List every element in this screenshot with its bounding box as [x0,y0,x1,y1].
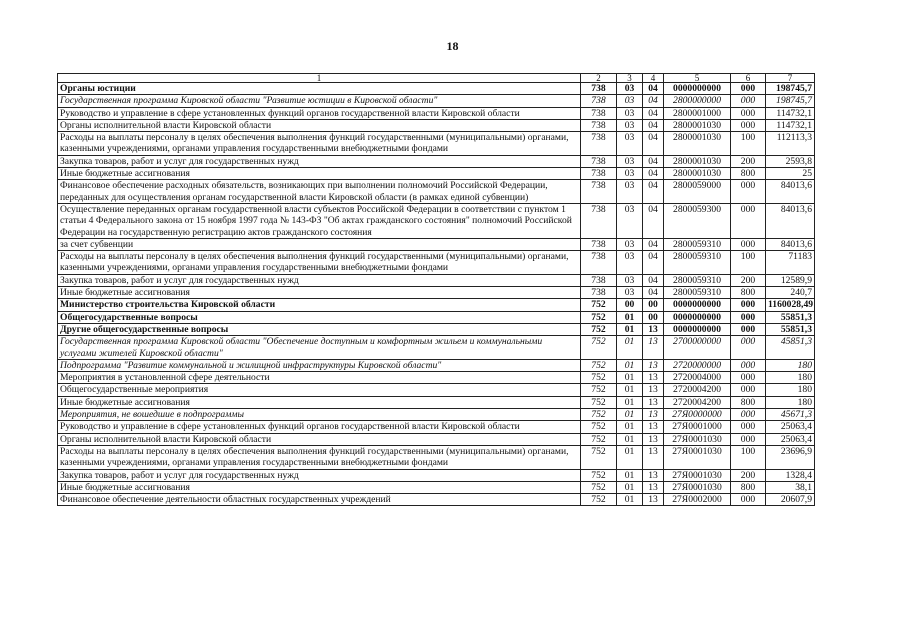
amount: 1328,4 [766,469,815,481]
amount: 114732,1 [766,119,815,131]
amount: 180 [766,372,815,384]
row-name: Руководство и управление в сфере установленных функций органов государственной власти Кировской области [58,107,581,119]
section-code: 03 [617,95,643,107]
target-article-code: 2720004200 [664,384,731,396]
ministry-code: 738 [581,155,617,167]
amount: 45671,3 [766,409,815,421]
column-number: 6 [731,74,766,83]
row-name: Расходы на выплаты персоналу в целях обеспечения выполнения функций государственными (муниципальными) органами, казенными учреждениями, органами управления государственными внебюджетными фондами [58,251,581,275]
column-number: 1 [58,74,581,83]
table-row [58,299,815,311]
row-name: Органы исполнительной власти Кировской области [58,119,581,131]
amount: 55851,3 [766,311,815,323]
subsection-code: 04 [643,132,664,156]
target-article-code: 2800059310 [664,251,731,275]
target-article-code: 27Я0000000 [664,409,731,421]
target-article-code: 2800001030 [664,155,731,167]
subsection-code: 13 [643,396,664,408]
ministry-code: 738 [581,95,617,107]
target-article-code: 2800000000 [664,95,731,107]
subsection-code: 13 [643,409,664,421]
amount: 180 [766,359,815,371]
subsection-code: 04 [643,251,664,275]
expense-type-code: 000 [731,494,766,506]
amount: 84013,6 [766,203,815,238]
section-code: 03 [617,83,643,95]
ministry-code: 738 [581,83,617,95]
table-row [58,445,815,469]
subsection-code: 04 [643,287,664,299]
target-article-code: 2720000000 [664,359,731,371]
row-name: Органы юстиции [58,83,581,95]
row-name: Другие общегосударственные вопросы [58,323,581,335]
subsection-code: 04 [643,83,664,95]
target-article-code: 2800001030 [664,132,731,156]
expense-type-code: 000 [731,180,766,204]
subsection-code: 13 [643,372,664,384]
row-name: Общегосударственные мероприятия [58,384,581,396]
subsection-code: 00 [643,299,664,311]
subsection-code: 13 [643,433,664,445]
subsection-code: 13 [643,421,664,433]
table-row [58,336,815,360]
amount: 25063,4 [766,433,815,445]
ministry-code: 752 [581,359,617,371]
amount: 198745,7 [766,83,815,95]
subsection-code: 04 [643,274,664,286]
section-code: 01 [617,481,643,493]
row-name: Закупка товаров, работ и услуг для государственных нужд [58,469,581,481]
subsection-code: 13 [643,384,664,396]
section-code: 01 [617,372,643,384]
ministry-code: 738 [581,119,617,131]
section-code: 03 [617,287,643,299]
row-name: Государственная программа Кировской области "Развитие юстиции в Кировской области" [58,95,581,107]
subsection-code: 04 [643,155,664,167]
target-article-code: 2800059310 [664,238,731,250]
row-name: Государственная программа Кировской области "Обеспечение доступным и комфортным жильем и коммунальными услугами жителей Кировской области" [58,336,581,360]
expense-type-code: 000 [731,311,766,323]
table-row [58,311,815,323]
row-name: Руководство и управление в сфере установленных функций органов государственной власти Кировской области [58,421,581,433]
table-row [58,119,815,131]
table-row [58,323,815,335]
subsection-code: 00 [643,311,664,323]
amount: 1160028,49 [766,299,815,311]
ministry-code: 752 [581,372,617,384]
row-name: Закупка товаров, работ и услуг для государственных нужд [58,155,581,167]
target-article-code: 0000000000 [664,323,731,335]
section-code: 03 [617,132,643,156]
table-row [58,274,815,286]
amount: 240,7 [766,287,815,299]
table-row [58,95,815,107]
row-name: Мероприятия, не вошедшие в подпрограммы [58,409,581,421]
table-row [58,433,815,445]
section-code: 01 [617,336,643,360]
table-row [58,238,815,250]
expense-type-code: 000 [731,409,766,421]
section-code: 01 [617,433,643,445]
section-code: 01 [617,421,643,433]
target-article-code: 2800059300 [664,203,731,238]
ministry-code: 752 [581,299,617,311]
ministry-code: 738 [581,251,617,275]
column-number: 5 [664,74,731,83]
target-article-code: 2800059000 [664,180,731,204]
expense-type-code: 200 [731,274,766,286]
expense-type-code: 000 [731,433,766,445]
column-number: 3 [617,74,643,83]
expense-type-code: 800 [731,481,766,493]
row-name: за счет субвенции [58,238,581,250]
ministry-code: 752 [581,433,617,445]
subsection-code: 04 [643,119,664,131]
target-article-code: 2800001030 [664,168,731,180]
row-name: Расходы на выплаты персоналу в целях обеспечения выполнения функций государственными (муниципальными) органами, казенными учреждениями, органами управления государственными внебюджетными фондами [58,132,581,156]
ministry-code: 738 [581,287,617,299]
target-article-code: 27Я0001000 [664,421,731,433]
section-code: 01 [617,396,643,408]
section-code: 03 [617,274,643,286]
subsection-code: 13 [643,481,664,493]
section-code: 03 [617,251,643,275]
row-name: Иные бюджетные ассигнования [58,481,581,493]
subsection-code: 13 [643,494,664,506]
target-article-code: 2720004200 [664,396,731,408]
table-row [58,359,815,371]
row-name: Иные бюджетные ассигнования [58,287,581,299]
ministry-code: 752 [581,481,617,493]
target-article-code: 27Я0001030 [664,433,731,445]
ministry-code: 752 [581,409,617,421]
ministry-code: 752 [581,494,617,506]
ministry-code: 752 [581,421,617,433]
amount: 12589,9 [766,274,815,286]
section-code: 03 [617,238,643,250]
subsection-code: 04 [643,180,664,204]
row-name: Мероприятия в установленной сфере деятельности [58,372,581,384]
amount: 84013,6 [766,238,815,250]
expense-type-code: 000 [731,372,766,384]
subsection-code: 04 [643,95,664,107]
section-code: 03 [617,155,643,167]
expense-type-code: 100 [731,445,766,469]
amount: 23696,9 [766,445,815,469]
row-name: Министерство строительства Кировской области [58,299,581,311]
table-row [58,180,815,204]
target-article-code: 27Я0001030 [664,481,731,493]
row-name: Подпрограмма "Развитие коммунальной и жилищной инфраструктуры Кировской области" [58,359,581,371]
amount: 71183 [766,251,815,275]
subsection-code: 04 [643,168,664,180]
row-name: Иные бюджетные ассигнования [58,168,581,180]
expense-type-code: 000 [731,238,766,250]
expense-type-code: 100 [731,251,766,275]
target-article-code: 27Я0001030 [664,445,731,469]
section-code: 01 [617,359,643,371]
amount: 114732,1 [766,107,815,119]
amount: 198745,7 [766,95,815,107]
table-row [58,409,815,421]
amount: 2593,8 [766,155,815,167]
ministry-code: 752 [581,323,617,335]
expense-type-code: 200 [731,155,766,167]
expense-type-code: 800 [731,168,766,180]
target-article-code: 2800001000 [664,107,731,119]
row-name: Осуществление переданных органам государственной власти субъектов Российской Федерации в соответствии с пунктом 1 статьи 4 Федерального закона от 15 ноября 1997 года № 143-ФЗ "Об актах гражданского состояния" полномочий Российской Федерации на государственную регистрацию актов гражданского состояния [58,203,581,238]
budget-table [57,73,815,506]
row-name: Иные бюджетные ассигнования [58,396,581,408]
target-article-code: 0000000000 [664,311,731,323]
table-row [58,469,815,481]
target-article-code: 0000000000 [664,83,731,95]
table-row [58,481,815,493]
expense-type-code: 000 [731,299,766,311]
section-code: 03 [617,107,643,119]
table-row [58,168,815,180]
table-row [58,83,815,95]
page-number: 18 [446,39,459,53]
subsection-code: 13 [643,336,664,360]
expense-type-code: 200 [731,469,766,481]
table-row [58,203,815,238]
expense-type-code: 000 [731,323,766,335]
section-code: 00 [617,299,643,311]
expense-type-code: 000 [731,119,766,131]
subsection-code: 04 [643,238,664,250]
table-row [58,384,815,396]
subsection-code: 04 [643,107,664,119]
ministry-code: 738 [581,168,617,180]
row-name: Финансовое обеспечение деятельности областных государственных учреждений [58,494,581,506]
target-article-code: 27Я0002000 [664,494,731,506]
row-name: Расходы на выплаты персоналу в целях обеспечения выполнения функций государственными (муниципальными) органами, казенными учреждениями, органами управления государственными внебюджетными фондами [58,445,581,469]
ministry-code: 738 [581,203,617,238]
amount: 25063,4 [766,421,815,433]
amount: 84013,6 [766,180,815,204]
subsection-code: 13 [643,445,664,469]
ministry-code: 752 [581,384,617,396]
column-number: 2 [581,74,617,83]
amount: 55851,3 [766,323,815,335]
column-number: 4 [643,74,664,83]
expense-type-code: 800 [731,396,766,408]
expense-type-code: 000 [731,83,766,95]
row-name: Финансовое обеспечение расходных обязательств, возникающих при выполнении полномочий Российской Федерации, переданных для осуществления органам государственной власти Кировской области (в рамках единой субвенции) [58,180,581,204]
section-code: 03 [617,203,643,238]
expense-type-code: 000 [731,95,766,107]
ministry-code: 752 [581,469,617,481]
section-code: 01 [617,445,643,469]
target-article-code: 2800059310 [664,287,731,299]
section-code: 03 [617,119,643,131]
ministry-code: 738 [581,180,617,204]
table-row [58,421,815,433]
column-number-row [58,74,815,83]
expense-type-code: 000 [731,359,766,371]
ministry-code: 752 [581,445,617,469]
section-code: 01 [617,323,643,335]
subsection-code: 13 [643,469,664,481]
subsection-code: 04 [643,203,664,238]
subsection-code: 13 [643,359,664,371]
amount: 180 [766,384,815,396]
section-code: 01 [617,409,643,421]
row-name: Закупка товаров, работ и услуг для государственных нужд [58,274,581,286]
row-name: Общегосударственные вопросы [58,311,581,323]
ministry-code: 738 [581,132,617,156]
table-row [58,251,815,275]
ministry-code: 738 [581,274,617,286]
table-row [58,155,815,167]
table-row [58,107,815,119]
section-code: 01 [617,494,643,506]
ministry-code: 752 [581,336,617,360]
table-row [58,372,815,384]
amount: 45851,3 [766,336,815,360]
target-article-code: 2720004000 [664,372,731,384]
expense-type-code: 000 [731,107,766,119]
row-name: Органы исполнительной власти Кировской области [58,433,581,445]
section-code: 01 [617,384,643,396]
table-row [58,132,815,156]
expense-type-code: 800 [731,287,766,299]
amount: 38,1 [766,481,815,493]
expense-type-code: 000 [731,203,766,238]
ministry-code: 738 [581,238,617,250]
target-article-code: 2800059310 [664,274,731,286]
table-row [58,287,815,299]
amount: 180 [766,396,815,408]
table-row [58,494,815,506]
table-row [58,396,815,408]
expense-type-code: 100 [731,132,766,156]
ministry-code: 738 [581,107,617,119]
target-article-code: 27Я0001030 [664,469,731,481]
amount: 112113,3 [766,132,815,156]
ministry-code: 752 [581,311,617,323]
expense-type-code: 000 [731,421,766,433]
section-code: 03 [617,168,643,180]
target-article-code: 2800001030 [664,119,731,131]
section-code: 01 [617,469,643,481]
ministry-code: 752 [581,396,617,408]
subsection-code: 13 [643,323,664,335]
expense-type-code: 000 [731,336,766,360]
section-code: 01 [617,311,643,323]
column-number: 7 [766,74,815,83]
amount: 20607,9 [766,494,815,506]
expense-type-code: 000 [731,384,766,396]
target-article-code: 0000000000 [664,299,731,311]
section-code: 03 [617,180,643,204]
target-article-code: 2700000000 [664,336,731,360]
amount: 25 [766,168,815,180]
